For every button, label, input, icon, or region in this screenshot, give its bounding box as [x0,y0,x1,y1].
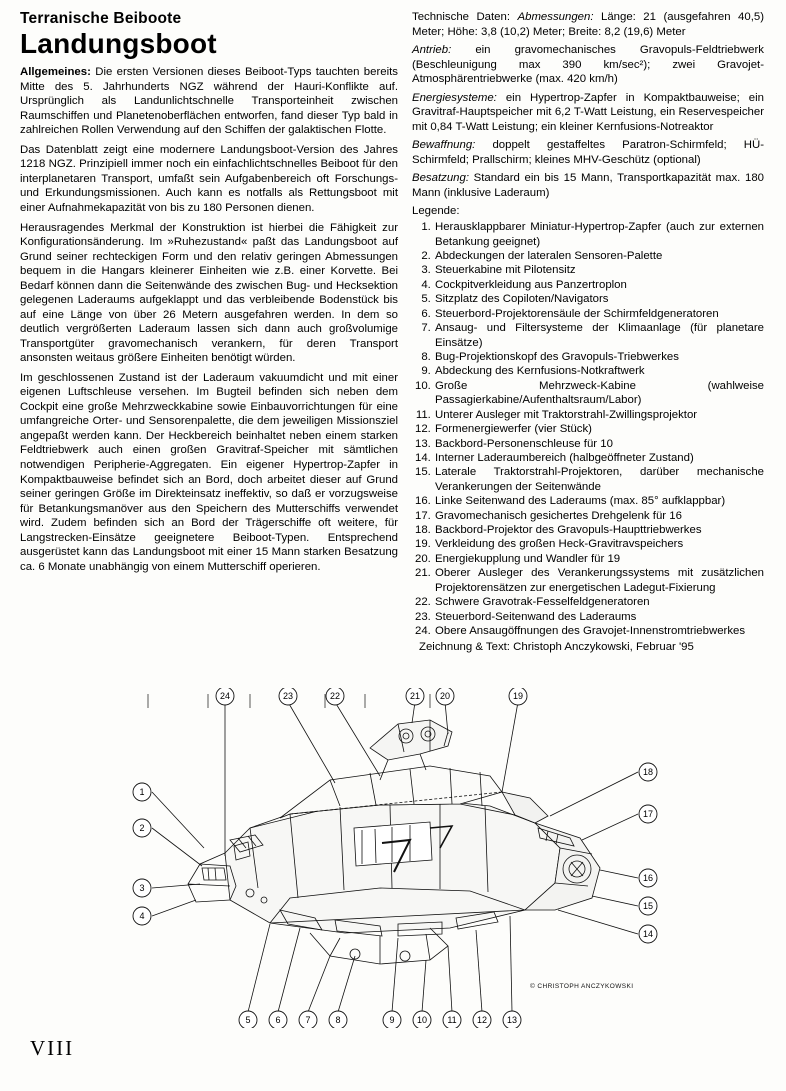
callout-17: 17 [642,809,654,819]
legend-item: 3. Steuerkabine mit Pilotensitz [434,263,764,277]
tech-block-besatzung [412,171,764,200]
tech-block-antrieb [412,43,764,87]
tech-text: ein gravomechanisches Gravopuls-Feldtriebwerk (Beschleunigung max 390 km/sec²); zwei Gravojet-Atmosphärentriebwerke (max. 420 km/h) [412,44,764,86]
callout-20: 20 [439,691,451,701]
paragraph-text: Die ersten Versionen dieses Beiboot-Typs tauchten bereits Mitte des 5. Jahrhunderts NGZ während der Hauri-Konflikte auf. Ursprünglich als Landunlichtschnelle Transporteinheit zwischen Raumschiffen und Planetenoberflächen entworfen, fand dieser Typ bald in zahlreichen Rollen Verwendung auf den Schiffen der galaktischen Flotte. [20,66,398,137]
callout-22: 22 [329,691,341,701]
paragraph-allgemeines [20,65,398,138]
legend-item: 4. Cockpitverkleidung aus Panzertroplon [434,278,764,292]
two-column-layout [20,10,768,680]
paragraph-laderaum: Im geschlossenen Zustand ist der Laderaum vakuumdicht und mit einer eigenen Luftschleuse versehen. Im Bugteil befinden sich neben dem Cockpit eine große Mehrzweckkabine sowie Einbauvorrichtungen für eine umfangreiche Orter- und Sensorenpalette, die dem jeweiligen Missionsziel angepaßt werden kann. Der Heckbereich beinhaltet neben einem starken Feldtriebwerk auch einen großen Gravitraf-Speicher mit sämtlichen notwendigen Peripherie-Aggregaten. Ein eigener Hypertrop-Zapfer in Kompaktbauweise befindet sich an Bord, doch arbeitet dieser auf Grund seiner geringen Größe im Direkteinsatz ineffektiv, so daß er vorzugsweise für Betankungsmanöver aus den Speichern des Mutterschiffs verwendet wird. Zudem befinden sich an Bord der Trägerschiffe oft weitere, für Langstrecken-Einsätze geeignetere Beiboot-Typen. Entsprechend ausgerüstet kann das Landungsboot mit einer 15 Mann starken Besatzung ca. 6 Monate unabhängig von einem Mutterschiff operieren. [20,371,398,573]
tech-text: doppelt gestaffeltes Paratron-Schirmfeld; HÜ-Schirmfeld; Prallschirm; kleines MHV-Geschütz (optional) [412,139,764,166]
legend-item: 24. Obere Ansaugöffnungen des Gravojet-Innenstromtriebwerkes [434,624,764,638]
legend-item: 6. Steuerbord-Projektorensäule der Schirmfeldgeneratoren [434,307,764,321]
tech-label: Besatzung: [412,172,469,185]
legend-item: 5. Sitzplatz des Copiloten/Navigators [434,292,764,306]
callout-18: 18 [642,767,654,777]
tech-block-bewaffnung [412,138,764,167]
legend-list [412,220,764,638]
legend-item: 23. Steuerbord-Seitenwand des Laderaums [434,610,764,624]
paragraph-datenblatt: Das Datenblatt zeigt eine modernere Landungsboot-Version des Jahres 1218 NGZ. Prinzipiell immer noch ein einfachlichtschnelles Beiboot für den interplanetaren Transport, umfaßt sein Aufgabenbereich oft Forschungs- und Erkundungsmissionen. Auch kann es notfalls als Rettungsboot mit einer Aufnahmekapazität von bis zu 180 Personen dienen. [20,143,398,214]
callout-15: 15 [642,901,654,911]
callout-6: 6 [275,1015,281,1025]
legend-item: 20. Energiekupplung und Wandler für 19 [434,552,764,566]
tech-text: Länge: 21 (ausgefahren 40,5) Meter; Höhe: 3,8 (10,2) Meter; Breite: 8,2 (19,6) Meter [412,11,765,38]
legend-heading: Legende: [412,205,460,218]
legend-item: 8. Bug-Projektionskopf des Gravopuls-Triebwerkes [434,350,764,364]
credit-line: Zeichnung & Text: Christoph Anczykowski, Februar '95 [419,641,694,654]
callout-21: 21 [409,691,421,701]
callout-4: 4 [139,911,145,921]
tech-label: Abmessungen: [517,11,594,23]
callout-5: 5 [245,1015,251,1025]
callout-12: 12 [476,1015,488,1025]
legend-item: 11. Unterer Ausleger mit Traktorstrahl-Zwillingsprojektor [434,408,764,422]
callout-23: 23 [282,691,294,701]
legend-item: 18. Backbord-Projektor des Gravopuls-Haupttriebwerkes [434,523,764,537]
callout-11: 11 [447,1015,457,1025]
tech-label: Energiesysteme: [412,91,497,104]
legend-item: 21. Oberer Ausleger des Verankerungssystems mit zusätzlichen Projektorensätzen zur energetischen Ladegut-Fixierung [434,566,764,595]
legend-item: 12. Formenergiewerfer (vier Stück) [434,422,764,436]
left-text-column [20,10,398,680]
artist-signature: © CHRISTOPH ANCZYKOWSKI [530,983,634,990]
tech-block-energiesysteme [412,91,764,135]
callout-3: 3 [139,883,145,893]
paragraph-lead-label: Allgemeines: [20,66,91,79]
legend-item: 9. Abdeckung des Kernfusions-Notkraftwerk [434,364,764,378]
tech-text: Standard ein bis 15 Mann, Transportkapazität max. 180 Mann (inklusive Laderaum) [412,172,764,199]
callout-10: 10 [416,1015,428,1025]
legend-item: 1. Herausklappbarer Miniatur-Hypertrop-Zapfer (auch zur externen Betankung geeignet) [434,220,764,249]
legend-item: 19. Verkleidung des großen Heck-Gravitravspeichers [434,537,764,551]
tech-label: Antrieb: [412,44,452,57]
callout-16: 16 [642,873,654,883]
tech-text: ein Hypertrop-Zapfer in Kompaktbauweise; ein Gravitraf-Hauptspeicher mit 6,2 T-Watt Leistung, ein Reservespeicher mit 0,84 T-Watt Leistung; ein kleiner Kernfusions-Notreaktor [412,91,764,133]
right-text-column [412,10,764,680]
page-folio: VIII [30,1036,75,1060]
callout-9: 9 [389,1015,395,1025]
paragraph-konstruktion: Herausragendes Merkmal der Konstruktion ist hierbei die Fähigkeit zur Konfigurationsänderung. Im »Ruhezustand« paßt das Landungsboot auf Grund seiner rechteckigen Form und den relativ geringen Abmessungen bequem in die Hangars kleinerer Einheiten wie z.B. einer Korvette. Bei Bedarf können dann die Seitenwände des zwischen Bug- und Hecksektion gelegenen Laderaums aufgeklappt und das verbleibende Bodenstück bis auf eine Länge von über 26 Metern ausgefahren werden. In dem so deutlich vergrößerten Laderaum lassen sich dann auch großvolumige Transportgüter gravomechanisch verankern, für deren Transport ansonsten weitaus größere Einheiten benötigt würden. [20,221,398,365]
legend-item: 10. Große Mehrzweck-Kabine (wahlweise Passagierkabine/Aufenthaltsraum/Labor) [434,379,764,408]
tech-label: Bewaffnung: [412,139,476,152]
legend-item: 16. Linke Seitenwand des Laderaums (max. 85° aufklappbar) [434,494,764,508]
section-kicker: Terranische Beiboote [20,10,182,27]
technical-illustration [130,688,660,1028]
legend-item: 7. Ansaug- und Filtersysteme der Klimaanlage (für planetare Einsätze) [434,321,764,350]
callout-24: 24 [219,691,231,701]
legend-item: 14. Interner Laderaumbereich (halbgeöffneter Zustand) [434,451,764,465]
legend-item: 15. Laterale Traktorstrahl-Projektoren, darüber mechanische Verankerungen der Seitenwände [434,465,764,494]
legend-item: 22. Schwere Gravotrak-Fesselfeldgeneratoren [434,595,764,609]
tech-block-abmessungen [412,10,764,39]
legend-item: 17. Gravomechanisch gesichertes Drehgelenk für 16 [434,509,764,523]
callout-19: 19 [512,691,524,701]
legend-item: 2. Abdeckungen der lateralen Sensoren-Palette [434,249,764,263]
legend-item: 13. Backbord-Personenschleuse für 10 [434,437,764,451]
page-title: Landungsboot [20,27,217,59]
callout-2: 2 [139,823,145,833]
callout-14: 14 [642,929,654,939]
callout-7: 7 [305,1015,311,1025]
callout-1: 1 [139,787,145,797]
callout-8: 8 [335,1015,341,1025]
tech-heading: Technische Daten: [412,11,511,23]
callout-13: 13 [506,1015,518,1025]
